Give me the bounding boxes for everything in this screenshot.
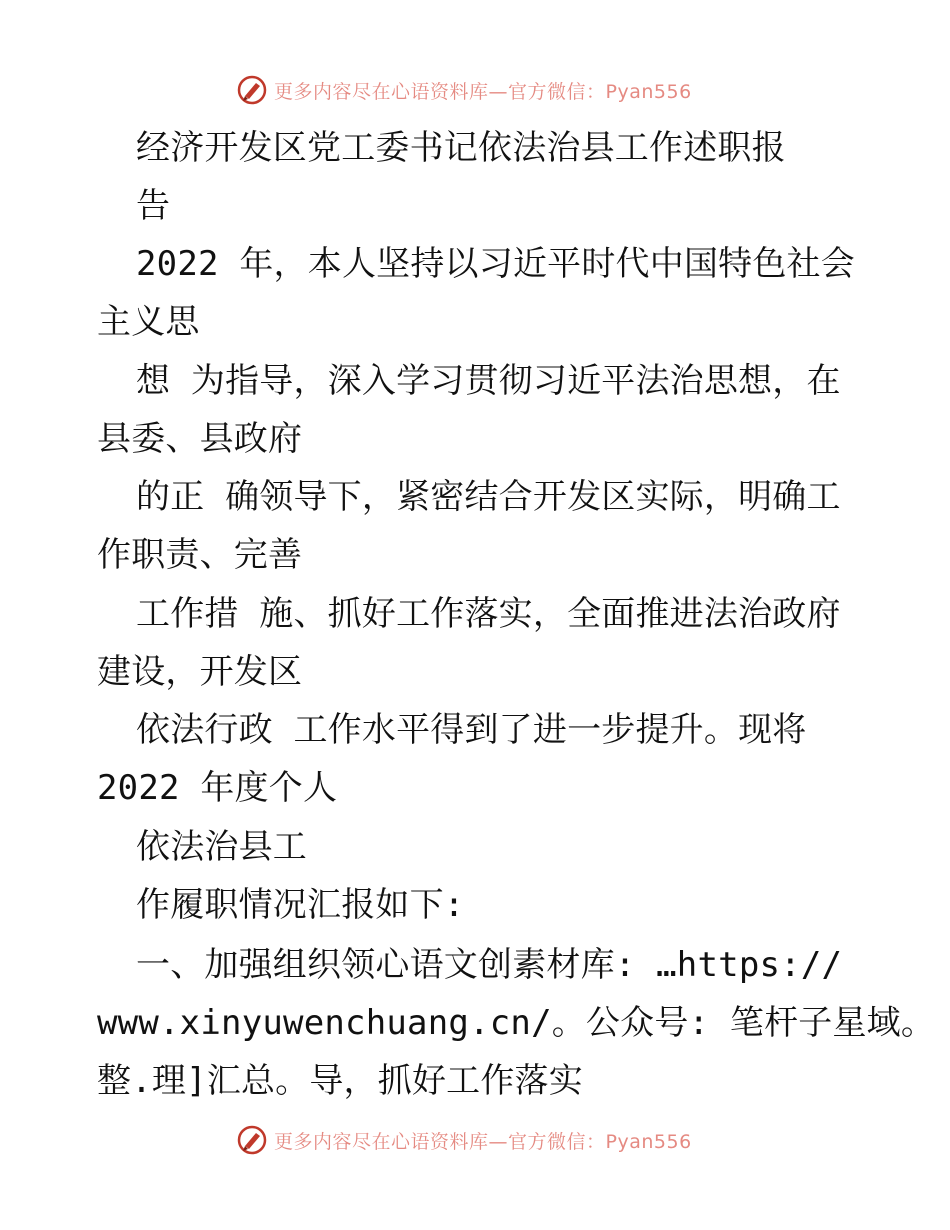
doc-line: 整.理]汇总。导，抓好工作落实 xyxy=(97,1061,583,1101)
footer-watermark xyxy=(236,1123,692,1157)
doc-line: 告 xyxy=(136,186,171,226)
doc-line: 2022 年度个人 xyxy=(97,768,338,808)
doc-line: 作职责、完善 xyxy=(97,535,303,575)
doc-line: 的正 确领导下，紧密结合开发区实际，明确工 xyxy=(136,477,841,517)
doc-line: 想 为指导，深入学习贯彻习近平法治思想，在 xyxy=(136,361,841,401)
doc-line: 县委、县政府 xyxy=(97,419,303,459)
doc-line: www.xinyuwenchuang.cn/。公众号: 笔杆子星域。 xyxy=(97,1003,936,1043)
watermark-text: 更多内容尽在心语资料库—官方微信：Pyan556 xyxy=(274,80,692,103)
doc-line: 依法治县工 xyxy=(136,827,307,867)
doc-line: 工作措 施、抓好工作落实，全面推进法治政府 xyxy=(136,594,841,634)
watermark-text: 更多内容尽在心语资料库—官方微信：Pyan556 xyxy=(274,1130,692,1153)
doc-line: 作履职情况汇报如下: xyxy=(136,885,465,925)
doc-line: 依法行政 工作水平得到了进一步提升。现将 xyxy=(136,710,807,750)
pen-logo-icon xyxy=(236,1124,268,1156)
doc-line: 建设，开发区 xyxy=(97,652,303,692)
doc-line: 2022 年，本人坚持以习近平时代中国特色社会 xyxy=(136,244,855,284)
doc-line: 一、加强组织领心语文创素材库: …https:// xyxy=(136,945,843,985)
doc-line: 经济开发区党工委书记依法治县工作述职报 xyxy=(136,128,786,168)
doc-line: 主义思 xyxy=(97,302,200,342)
